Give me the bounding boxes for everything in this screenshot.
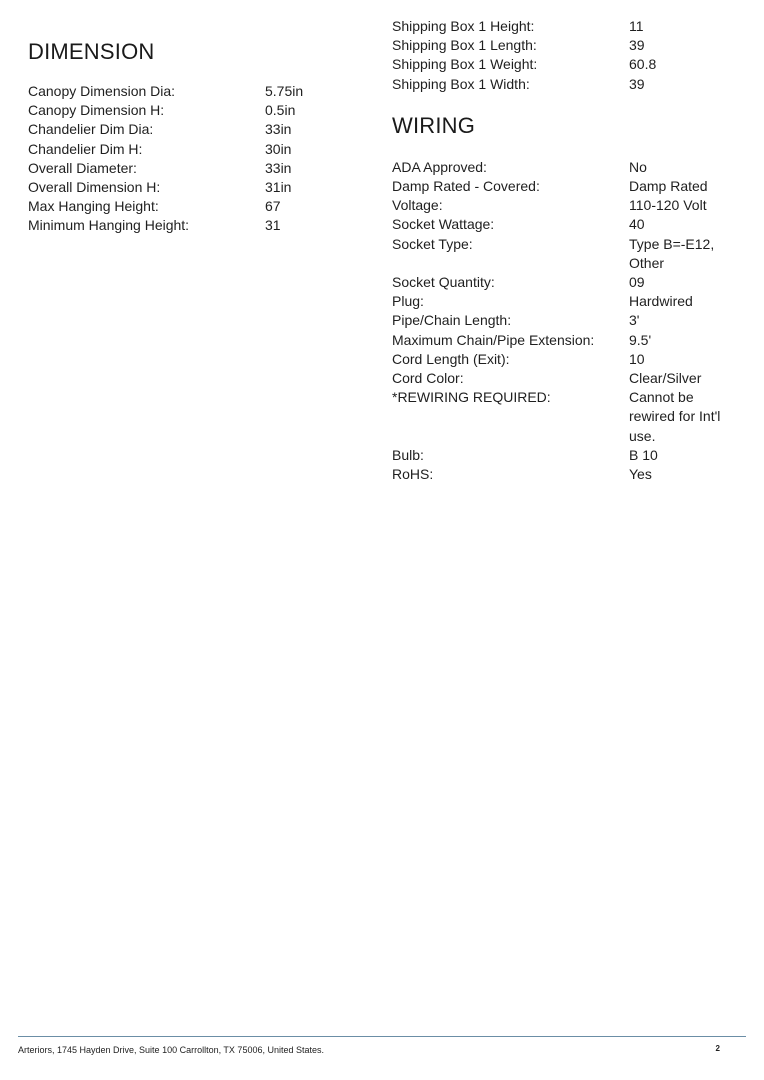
spec-row xyxy=(392,446,742,465)
page-number: 2 xyxy=(715,1044,720,1053)
spec-value: Damp Rated xyxy=(629,178,708,195)
spec-label: Cord Color: xyxy=(392,370,464,387)
spec-label: Chandelier Dim H: xyxy=(28,140,143,157)
spec-label: Socket Type: xyxy=(392,235,473,252)
spec-label: Overall Dimension H: xyxy=(28,179,161,196)
spec-row xyxy=(392,17,742,36)
spec-value: 30in xyxy=(265,140,292,157)
spec-row xyxy=(28,120,348,139)
spec-row xyxy=(28,178,348,197)
spec-value: Cannot be rewired for Int'l use. xyxy=(629,389,721,444)
spec-value: 67 xyxy=(265,198,281,215)
spec-value: 9.5' xyxy=(629,331,652,348)
spec-value: 31 xyxy=(265,217,281,234)
spec-row xyxy=(28,216,348,235)
spec-value: 110-120 Volt xyxy=(629,197,707,214)
spec-row xyxy=(28,82,348,101)
spec-label: Shipping Box 1 Width: xyxy=(392,75,530,92)
spec-label: Canopy Dimension H: xyxy=(28,102,165,119)
spec-row xyxy=(28,101,348,120)
spec-label: Minimum Hanging Height: xyxy=(28,217,190,234)
spec-label: Damp Rated - Covered: xyxy=(392,178,540,195)
dimension-title: DIMENSION xyxy=(28,39,155,64)
spec-row xyxy=(392,75,742,94)
spec-row xyxy=(392,55,742,74)
spec-label: Canopy Dimension Dia: xyxy=(28,83,176,99)
spec-label: ADA Approved: xyxy=(392,158,487,175)
spec-label: Socket Quantity: xyxy=(392,274,495,291)
spec-row xyxy=(392,292,742,311)
spec-row xyxy=(392,350,742,369)
spec-value: 10 xyxy=(629,350,645,367)
spec-value: 39 xyxy=(629,75,645,92)
spec-label: Shipping Box 1 Length: xyxy=(392,37,537,54)
footer-divider xyxy=(18,1036,746,1037)
spec-row xyxy=(392,158,742,177)
spec-row xyxy=(392,273,742,292)
spec-label: Shipping Box 1 Weight: xyxy=(392,56,538,73)
spec-row xyxy=(392,331,742,350)
spec-label: Shipping Box 1 Height: xyxy=(392,18,535,34)
right-column xyxy=(392,0,742,484)
spec-value: 11 xyxy=(629,18,644,34)
spec-value: 33in xyxy=(265,159,292,176)
spec-label: Bulb: xyxy=(392,446,424,463)
spec-label: Socket Wattage: xyxy=(392,216,495,233)
footer-address: Arteriors, 1745 Hayden Drive, Suite 100 Carrollton, TX 75006, United States. xyxy=(18,1045,324,1055)
spec-label: RoHS: xyxy=(392,466,434,483)
spec-value: 5.75in xyxy=(265,83,304,99)
spec-label: Plug: xyxy=(392,293,424,310)
spec-value: 40 xyxy=(629,216,645,233)
spec-value: No xyxy=(629,158,647,175)
spec-row xyxy=(392,177,742,196)
spec-row xyxy=(28,197,348,216)
spec-value: 3' xyxy=(629,312,640,329)
spec-row xyxy=(392,311,742,330)
spec-value: 39 xyxy=(629,37,645,54)
spec-value: Type B=-E12, Other xyxy=(629,235,715,271)
spec-value: Clear/Silver xyxy=(629,370,702,387)
spec-row xyxy=(392,388,742,446)
spec-row xyxy=(392,215,742,234)
spec-row xyxy=(392,369,742,388)
spec-label: Overall Diameter: xyxy=(28,159,137,176)
spec-value: 09 xyxy=(629,274,645,291)
spec-value: 31in xyxy=(265,179,292,196)
spec-row xyxy=(392,196,742,215)
spec-label: Maximum Chain/Pipe Extension: xyxy=(392,331,595,348)
shipping-list xyxy=(392,17,742,94)
wiring-title: WIRING xyxy=(392,112,476,138)
spec-row xyxy=(392,465,742,484)
spec-value: 33in xyxy=(265,121,292,138)
spec-value: 0.5in xyxy=(265,102,296,119)
spec-label: Cord Length (Exit): xyxy=(392,350,510,367)
spec-row xyxy=(28,140,348,159)
spec-row xyxy=(28,159,348,178)
spec-label: Chandelier Dim Dia: xyxy=(28,121,154,138)
spec-row xyxy=(392,235,742,273)
spec-label: *REWIRING REQUIRED: xyxy=(392,389,551,406)
spec-value: Yes xyxy=(629,466,652,483)
spec-row xyxy=(392,36,742,55)
dimension-list xyxy=(28,82,348,236)
spec-label: Voltage: xyxy=(392,197,443,214)
wiring-list xyxy=(392,158,742,484)
spec-value: 60.8 xyxy=(629,56,657,73)
spec-value: B 10 xyxy=(629,446,658,463)
spec-label: Pipe/Chain Length: xyxy=(392,312,512,329)
spec-label: Max Hanging Height: xyxy=(28,198,159,215)
spec-value: Hardwired xyxy=(629,293,693,310)
